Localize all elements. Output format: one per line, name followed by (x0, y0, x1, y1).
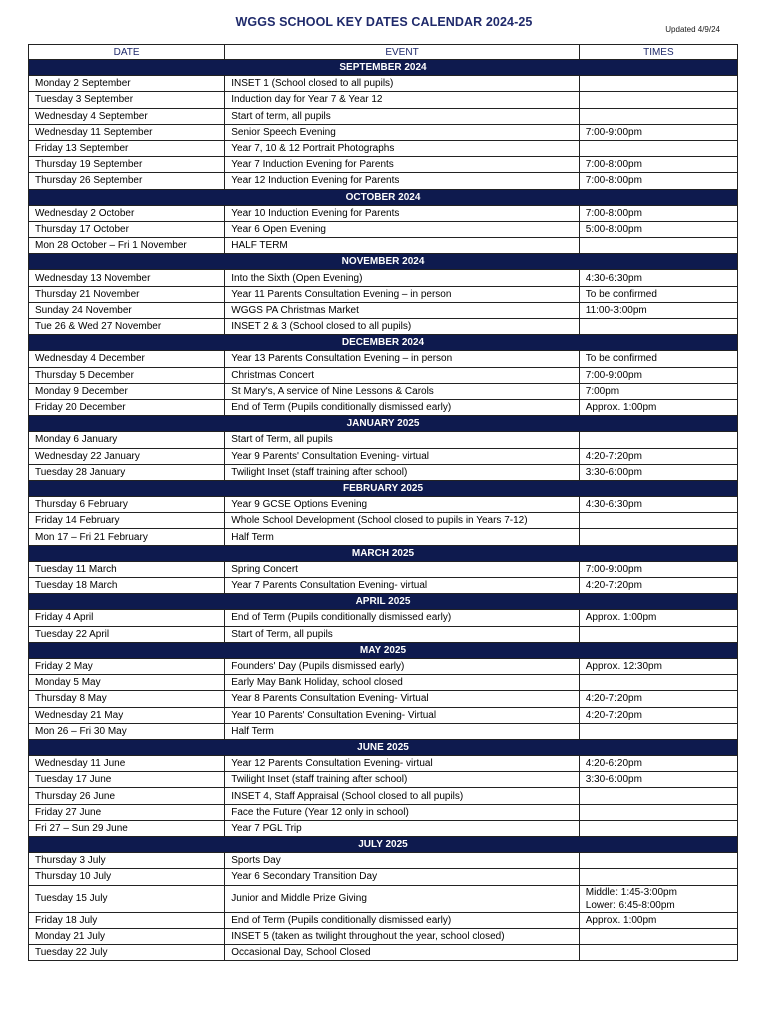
date-cell: Thursday 5 December (29, 367, 225, 383)
times-cell (579, 529, 737, 545)
date-cell: Wednesday 4 September (29, 108, 225, 124)
times-cell: 4:20-7:20pm (579, 707, 737, 723)
month-heading: FEBRUARY 2025 (29, 480, 738, 496)
table-row (29, 497, 738, 513)
date-cell: Thursday 21 November (29, 286, 225, 302)
date-cell: Thursday 17 October (29, 221, 225, 237)
times-cell: 7:00-8:00pm (579, 205, 737, 221)
event-cell: Twilight Inset (staff training after school) (225, 772, 580, 788)
event-cell: Christmas Concert (225, 367, 580, 383)
date-cell: Wednesday 11 September (29, 124, 225, 140)
event-cell: End of Term (Pupils conditionally dismissed early) (225, 610, 580, 626)
table-row (29, 221, 738, 237)
month-header-row (29, 335, 738, 351)
table-row (29, 92, 738, 108)
month-heading: SEPTEMBER 2024 (29, 60, 738, 76)
event-cell: Year 13 Parents Consultation Evening – in person (225, 351, 580, 367)
date-cell: Fri 27 – Sun 29 June (29, 820, 225, 836)
times-cell (579, 675, 737, 691)
date-cell: Monday 9 December (29, 383, 225, 399)
times-cell: Approx. 1:00pm (579, 912, 737, 928)
month-header-row (29, 254, 738, 270)
date-cell: Thursday 19 September (29, 157, 225, 173)
times-cell (579, 853, 737, 869)
times-cell (579, 432, 737, 448)
event-cell: Start of term, all pupils (225, 108, 580, 124)
table-row (29, 529, 738, 545)
event-cell: Junior and Middle Prize Giving (225, 885, 580, 912)
month-header-row (29, 594, 738, 610)
times-cell: 7:00-8:00pm (579, 173, 737, 189)
table-row (29, 691, 738, 707)
times-cell: Approx. 12:30pm (579, 658, 737, 674)
table-row (29, 238, 738, 254)
times-cell (579, 788, 737, 804)
month-header-row (29, 739, 738, 755)
month-heading: JULY 2025 (29, 837, 738, 853)
date-cell: Mon 28 October – Fri 1 November (29, 238, 225, 254)
times-cell (579, 804, 737, 820)
event-cell: St Mary's, A service of Nine Lessons & Carols (225, 383, 580, 399)
times-cell: 4:20-7:20pm (579, 448, 737, 464)
month-header-row (29, 416, 738, 432)
event-cell: Start of Term, all pupils (225, 432, 580, 448)
times-cell: To be confirmed (579, 286, 737, 302)
table-row (29, 578, 738, 594)
times-cell (579, 238, 737, 254)
event-cell: Early May Bank Holiday, school closed (225, 675, 580, 691)
date-cell: Tue 26 & Wed 27 November (29, 319, 225, 335)
event-cell: Year 7 Induction Evening for Parents (225, 157, 580, 173)
date-cell: Mon 26 – Fri 30 May (29, 723, 225, 739)
date-cell: Wednesday 2 October (29, 205, 225, 221)
month-header-row (29, 545, 738, 561)
date-cell: Tuesday 15 July (29, 885, 225, 912)
table-row (29, 610, 738, 626)
event-cell: Twilight Inset (staff training after school) (225, 464, 580, 480)
event-cell: Year 12 Induction Evening for Parents (225, 173, 580, 189)
date-cell: Mon 17 – Fri 21 February (29, 529, 225, 545)
times-cell (579, 140, 737, 156)
times-cell (579, 626, 737, 642)
key-dates-table (28, 44, 738, 961)
event-cell: Half Term (225, 529, 580, 545)
date-cell: Wednesday 11 June (29, 756, 225, 772)
event-cell: Year 10 Parents' Consultation Evening- Virtual (225, 707, 580, 723)
event-cell: Senior Speech Evening (225, 124, 580, 140)
table-row (29, 820, 738, 836)
times-cell (579, 820, 737, 836)
date-cell: Tuesday 22 July (29, 944, 225, 960)
table-row (29, 869, 738, 885)
date-cell: Friday 20 December (29, 399, 225, 415)
event-cell: Year 6 Secondary Transition Day (225, 869, 580, 885)
event-cell: Year 6 Open Evening (225, 221, 580, 237)
times-cell: 3:30-6:00pm (579, 772, 737, 788)
table-row (29, 302, 738, 318)
date-cell: Wednesday 22 January (29, 448, 225, 464)
times-cell (579, 944, 737, 960)
date-cell: Tuesday 22 April (29, 626, 225, 642)
date-cell: Sunday 24 November (29, 302, 225, 318)
table-row (29, 383, 738, 399)
date-cell: Wednesday 13 November (29, 270, 225, 286)
table-row (29, 772, 738, 788)
times-cell: Middle: 1:45-3:00pm Lower: 6:45-8:00pm (579, 885, 737, 912)
table-row (29, 140, 738, 156)
column-header-date: DATE (29, 45, 225, 60)
date-cell: Monday 6 January (29, 432, 225, 448)
event-cell: Founders' Day (Pupils dismissed early) (225, 658, 580, 674)
table-row (29, 788, 738, 804)
times-cell (579, 513, 737, 529)
table-row (29, 173, 738, 189)
times-cell: 7:00-9:00pm (579, 561, 737, 577)
event-cell: Face the Future (Year 12 only in school) (225, 804, 580, 820)
updated-date: Updated 4/9/24 (665, 25, 720, 34)
times-cell: 4:30-6:30pm (579, 270, 737, 286)
column-header-times: TIMES (579, 45, 737, 60)
table-row (29, 205, 738, 221)
date-cell: Tuesday 3 September (29, 92, 225, 108)
month-heading: JANUARY 2025 (29, 416, 738, 432)
table-row (29, 399, 738, 415)
date-cell: Thursday 6 February (29, 497, 225, 513)
event-cell: Year 8 Parents Consultation Evening- Virtual (225, 691, 580, 707)
table-row (29, 157, 738, 173)
event-cell: Year 10 Induction Evening for Parents (225, 205, 580, 221)
times-cell: 7:00-9:00pm (579, 367, 737, 383)
event-cell: Year 7, 10 & 12 Portrait Photographs (225, 140, 580, 156)
times-cell: 4:20-6:20pm (579, 756, 737, 772)
table-row (29, 756, 738, 772)
month-heading: DECEMBER 2024 (29, 335, 738, 351)
table-row (29, 928, 738, 944)
date-cell: Friday 2 May (29, 658, 225, 674)
date-cell: Thursday 8 May (29, 691, 225, 707)
date-cell: Tuesday 18 March (29, 578, 225, 594)
event-cell: WGGS PA Christmas Market (225, 302, 580, 318)
date-cell: Friday 4 April (29, 610, 225, 626)
column-header-event: EVENT (225, 45, 580, 60)
date-cell: Friday 14 February (29, 513, 225, 529)
month-heading: NOVEMBER 2024 (29, 254, 738, 270)
event-cell: Whole School Development (School closed to pupils in Years 7-12) (225, 513, 580, 529)
table-row (29, 513, 738, 529)
event-cell: INSET 2 & 3 (School closed to all pupils) (225, 319, 580, 335)
event-cell: INSET 4, Staff Appraisal (School closed to all pupils) (225, 788, 580, 804)
table-row (29, 448, 738, 464)
table-row (29, 723, 738, 739)
date-cell: Monday 21 July (29, 928, 225, 944)
times-cell: 4:30-6:30pm (579, 497, 737, 513)
date-cell: Thursday 10 July (29, 869, 225, 885)
month-header-row (29, 642, 738, 658)
event-cell: End of Term (Pupils conditionally dismissed early) (225, 912, 580, 928)
event-cell: Half Term (225, 723, 580, 739)
date-cell: Tuesday 28 January (29, 464, 225, 480)
table-row (29, 658, 738, 674)
table-row (29, 853, 738, 869)
table-row (29, 286, 738, 302)
times-cell (579, 92, 737, 108)
event-cell: Year 7 Parents Consultation Evening- virtual (225, 578, 580, 594)
date-cell: Thursday 26 September (29, 173, 225, 189)
table-row (29, 912, 738, 928)
table-row (29, 76, 738, 92)
month-heading: JUNE 2025 (29, 739, 738, 755)
date-cell: Thursday 3 July (29, 853, 225, 869)
table-row (29, 464, 738, 480)
event-cell: Year 9 Parents' Consultation Evening- virtual (225, 448, 580, 464)
table-row (29, 626, 738, 642)
times-cell (579, 928, 737, 944)
table-row (29, 561, 738, 577)
times-cell: 4:20-7:20pm (579, 691, 737, 707)
month-header-row (29, 480, 738, 496)
table-row (29, 319, 738, 335)
table-row (29, 367, 738, 383)
times-cell: 3:30-6:00pm (579, 464, 737, 480)
table-header-row (29, 45, 738, 60)
date-cell: Thursday 26 June (29, 788, 225, 804)
event-cell: End of Term (Pupils conditionally dismissed early) (225, 399, 580, 415)
date-cell: Tuesday 17 June (29, 772, 225, 788)
event-cell: Spring Concert (225, 561, 580, 577)
table-row (29, 885, 738, 912)
times-cell: To be confirmed (579, 351, 737, 367)
date-cell: Monday 5 May (29, 675, 225, 691)
month-header-row (29, 837, 738, 853)
times-cell: 7:00pm (579, 383, 737, 399)
event-cell: Year 9 GCSE Options Evening (225, 497, 580, 513)
month-heading: MAY 2025 (29, 642, 738, 658)
event-cell: INSET 1 (School closed to all pupils) (225, 76, 580, 92)
month-header-row (29, 189, 738, 205)
table-row (29, 270, 738, 286)
table-body (29, 60, 738, 961)
table-row (29, 675, 738, 691)
date-cell: Friday 27 June (29, 804, 225, 820)
date-cell: Monday 2 September (29, 76, 225, 92)
times-cell (579, 319, 737, 335)
table-row (29, 432, 738, 448)
times-cell: 7:00-9:00pm (579, 124, 737, 140)
date-cell: Friday 18 July (29, 912, 225, 928)
table-row (29, 108, 738, 124)
event-cell: Occasional Day, School Closed (225, 944, 580, 960)
event-cell: Start of Term, all pupils (225, 626, 580, 642)
table-row (29, 944, 738, 960)
event-cell: Induction day for Year 7 & Year 12 (225, 92, 580, 108)
times-cell (579, 108, 737, 124)
date-cell: Tuesday 11 March (29, 561, 225, 577)
times-cell: Approx. 1:00pm (579, 399, 737, 415)
page-title: WGGS SCHOOL KEY DATES CALENDAR 2024-25 (235, 15, 533, 29)
times-cell: 11:00-3:00pm (579, 302, 737, 318)
table-row (29, 707, 738, 723)
times-cell (579, 869, 737, 885)
table-row (29, 124, 738, 140)
event-cell: Year 7 PGL Trip (225, 820, 580, 836)
month-header-row (29, 60, 738, 76)
times-cell (579, 76, 737, 92)
times-cell: Approx. 1:00pm (579, 610, 737, 626)
event-cell: Sports Day (225, 853, 580, 869)
month-heading: APRIL 2025 (29, 594, 738, 610)
event-cell: Year 12 Parents Consultation Evening- virtual (225, 756, 580, 772)
event-cell: HALF TERM (225, 238, 580, 254)
event-cell: Into the Sixth (Open Evening) (225, 270, 580, 286)
month-heading: OCTOBER 2024 (29, 189, 738, 205)
date-cell: Wednesday 4 December (29, 351, 225, 367)
date-cell: Friday 13 September (29, 140, 225, 156)
month-heading: MARCH 2025 (29, 545, 738, 561)
table-row (29, 351, 738, 367)
event-cell: Year 11 Parents Consultation Evening – in person (225, 286, 580, 302)
times-cell: 7:00-8:00pm (579, 157, 737, 173)
date-cell: Wednesday 21 May (29, 707, 225, 723)
table-row (29, 804, 738, 820)
event-cell: INSET 5 (taken as twilight throughout the year, school closed) (225, 928, 580, 944)
times-cell (579, 723, 737, 739)
times-cell: 4:20-7:20pm (579, 578, 737, 594)
times-cell: 5:00-8:00pm (579, 221, 737, 237)
